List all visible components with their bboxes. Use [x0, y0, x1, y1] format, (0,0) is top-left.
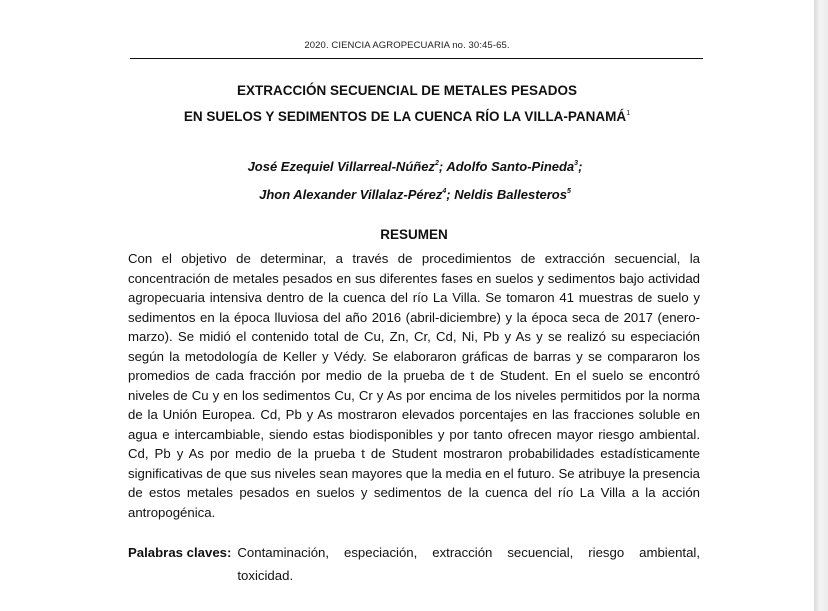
author-affiliation-mark: 3	[574, 160, 579, 167]
running-header: 2020. CIENCIA AGROPECUARIA no. 30:45-65.	[304, 40, 510, 51]
keywords	[128, 541, 700, 587]
author-affiliation-mark: 2	[434, 160, 439, 167]
author-affiliation-mark: 5	[566, 188, 571, 195]
author-list	[0, 151, 828, 207]
page-edge-shadow	[814, 0, 828, 611]
authors-line-1	[0, 151, 828, 179]
header-rule	[130, 58, 703, 59]
author-separator: ;	[438, 159, 444, 174]
author-name: Neldis Ballesteros	[454, 187, 567, 202]
abstract-heading: RESUMEN	[380, 227, 448, 242]
title-line-2-text: EN SUELOS Y SEDIMENTOS DE LA CUENCA RÍO LA VILLA-PANAMÁ	[183, 109, 627, 124]
author-separator: ;	[578, 159, 583, 174]
authors-line-2	[0, 179, 828, 207]
author-separator: ;	[446, 187, 451, 202]
author-name: José Ezequiel Villarreal-Núñez	[247, 159, 435, 174]
paper-title	[0, 79, 814, 128]
keywords-label: Palabras claves:	[128, 545, 232, 560]
keywords-text: Contaminación, especiación, extracción secuencial, riesgo ambiental, toxicidad.	[237, 545, 700, 583]
author-name: Adolfo Santo-Pineda	[446, 159, 575, 174]
title-line-2	[0, 102, 814, 128]
title-line-1: EXTRACCIÓN SECUENCIAL DE METALES PESADOS	[236, 83, 578, 98]
author-affiliation-mark: 4	[442, 188, 447, 195]
abstract-body: Con el objetivo de determinar, a través de procedimientos de extracción secuencial, la concentración de metales pesados en sus diferentes fases en suelos y sedimentos bajo actividad agropecuaria intensiva dentro de la cuenca del río La Villa. Se tomaron 41 muestras de suelo y sedimentos en la época lluviosa del año 2016 (abril-diciembre) y la época seca de 2017 (enero-marzo). Se midió el contenido total de Cu, Zn, Cr, Cd, Ni, Pb y As y se realizó su especiación según la metodología de Keller y Védy. Se elaboraron gráficas de barras y se compararon los promedios de cada fracción por medio de la prueba de t de Student. En el suelo se encontró niveles de Cu y en los sedimentos Cu, Cr y As por encima de los niveles permitidos por la norma de la Unión Europea. Cd, Pb y As mostraron elevados porcentajes en las fracciones soluble en agua e intercambiable, siendo estas biodisponibles y por tanto ofrecen mayor riesgo ambiental. Cd, Pb y As por medio de la prueba t de Student mostraron probabilidades estadísticamente significativas de que sus niveles sean mayores que la media en el futuro. Se atribuye la presencia de estos metales pesados en suelos y sedimentos de la cuenca del río La Villa a la acción antropogénica.	[128, 251, 700, 520]
title-footnote-mark: 1	[626, 110, 631, 117]
author-name: Jhon Alexander Villalaz-Pérez	[259, 187, 443, 202]
